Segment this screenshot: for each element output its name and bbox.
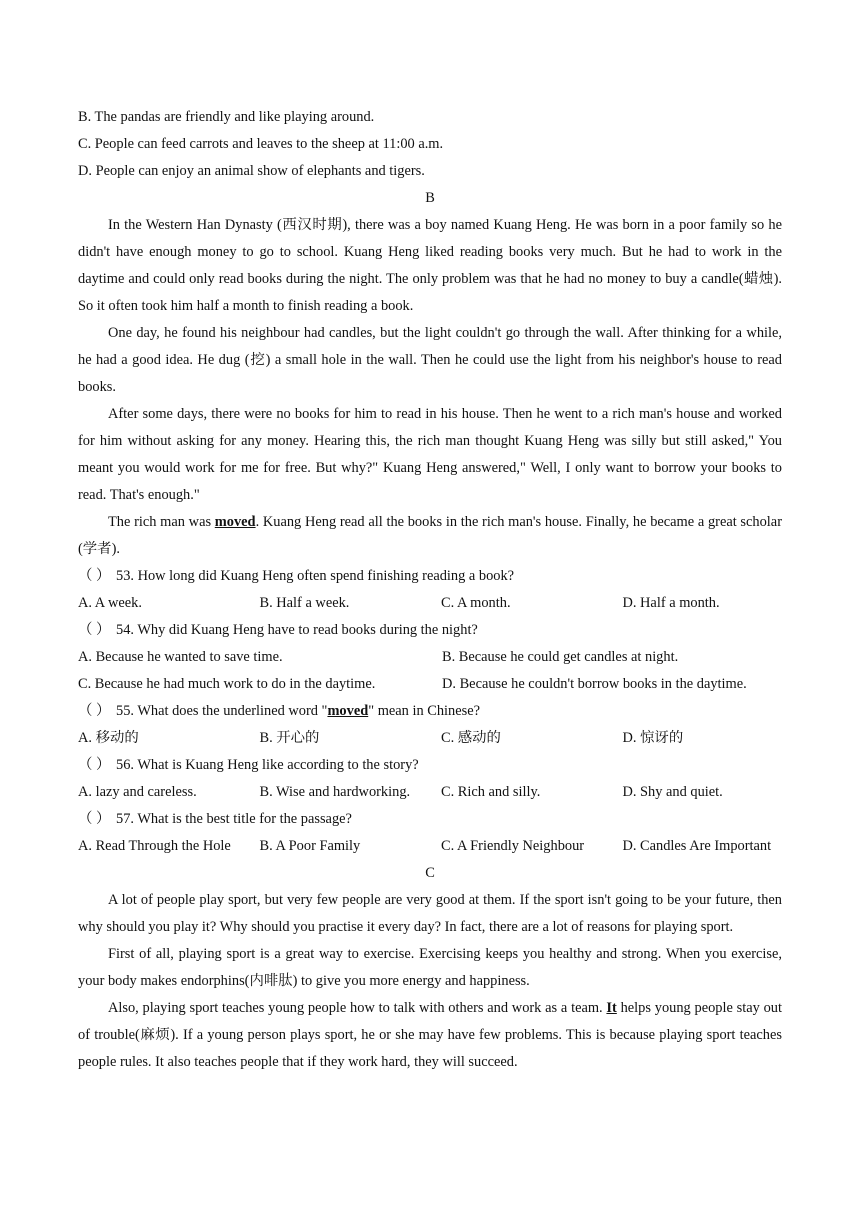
question-57	[78, 806, 782, 833]
answer-blank[interactable]: （ ）	[78, 703, 111, 719]
option-line: B. The pandas are friendly and like playing around.	[78, 109, 375, 125]
answer-blank[interactable]: （ ）	[78, 622, 111, 638]
option-b: B. Half a week.	[259, 595, 350, 611]
option-b: B. A Poor Family	[259, 838, 361, 854]
passage-paragraph	[78, 995, 782, 1076]
question-text: " mean in Chinese?	[368, 703, 480, 719]
option-b: B. Because he could get candles at night.	[442, 649, 679, 665]
document-content	[78, 104, 782, 1076]
option-c: C. Rich and silly.	[440, 784, 541, 800]
question-text: 56. What is Kuang Heng like according to the story?	[116, 757, 419, 773]
passage-paragraph	[78, 509, 782, 563]
options-53	[78, 590, 782, 617]
passage-paragraph: After some days, there were no books for him to read in his house. Then he went to a rich man's house and worked for him without asking for any money. Hearing this, the rich man thought Kuang Heng was silly but still asked," You meant you would work for me for free. But why?" Kuang Heng answered," Well, I only want to borrow your books to read. That's enough."	[78, 406, 782, 503]
answer-blank[interactable]: （ ）	[78, 568, 111, 584]
question-text: 55. What does the underlined word "	[116, 703, 328, 719]
options-56	[78, 779, 782, 806]
option-line: D. People can enjoy an animal show of elephants and tigers.	[78, 163, 425, 179]
section-heading-c: C	[425, 865, 435, 881]
option-c: C. Because he had much work to do in the daytime.	[78, 676, 376, 692]
option-b: B. 开心的	[259, 730, 320, 746]
question-text: 53. How long did Kuang Heng often spend finishing reading a book?	[116, 568, 515, 584]
text-run: The rich man was	[108, 514, 215, 530]
question-56	[78, 752, 782, 779]
text-run: helps young people stay out of trouble(麻烦). If a young person plays sport, he or she may have few problems. This is because playing sport teaches people rules. It also teaches people that if they work hard, they will succeed.	[78, 1000, 782, 1070]
passage-paragraph: In the Western Han Dynasty (西汉时期), there was a boy named Kuang Heng. He was born in a poor family so he didn't have enough money to go to school. Kuang Heng liked reading books very much. But he had to work in the daytime and could only read books during the night. The only problem was that he had no money to buy a candle(蜡烛). So it often took him half a month to finish reading a book.	[78, 217, 782, 314]
question-text: 57. What is the best title for the passage?	[116, 811, 352, 827]
question-54	[78, 617, 782, 644]
question-text: 54. Why did Kuang Heng have to read books during the night?	[116, 622, 478, 638]
options-54-row1	[78, 644, 782, 671]
answer-blank[interactable]: （ ）	[78, 757, 111, 773]
option-line: C. People can feed carrots and leaves to the sheep at 11:00 a.m.	[78, 136, 444, 152]
options-55	[78, 725, 782, 752]
text-run: . Kuang Heng read all the books in the rich man's house. Finally, he became a great scholar (学者).	[78, 514, 782, 557]
passage-paragraph: First of all, playing sport is a great way to exercise. Exercising keeps you healthy and strong. When you exercise, your body makes endorphins(内啡肽) to give you more energy and happiness.	[78, 946, 782, 989]
question-55	[78, 698, 782, 725]
option-a: A. lazy and careless.	[78, 784, 197, 800]
option-d: D. 惊讶的	[622, 730, 684, 746]
option-d: D. Shy and quiet.	[622, 784, 723, 800]
option-d: D. Because he couldn't borrow books in the daytime.	[442, 676, 747, 692]
option-c: C. 感动的	[440, 730, 501, 746]
option-a: A. Because he wanted to save time.	[78, 649, 283, 665]
section-heading-b: B	[425, 190, 435, 206]
option-a: A. A week.	[78, 595, 142, 611]
text-run: Also, playing sport teaches young people how to talk with others and work as a team.	[108, 1000, 607, 1016]
option-c: C. A month.	[440, 595, 511, 611]
option-d: D. Half a month.	[622, 595, 720, 611]
option-a: A. Read Through the Hole	[78, 838, 231, 854]
option-d: D. Candles Are Important	[622, 838, 772, 854]
option-b: B. Wise and hardworking.	[259, 784, 411, 800]
answer-blank[interactable]: （ ）	[78, 811, 111, 827]
passage-paragraph: One day, he found his neighbour had candles, but the light couldn't go through the wall. After thinking for a while, he had a good idea. He dug (挖) a small hole in the wall. Then he could use the light from his neighbor's house to read books.	[78, 325, 782, 395]
option-c: C. A Friendly Neighbour	[440, 838, 585, 854]
passage-paragraph: A lot of people play sport, but very few people are very good at them. If the sport isn't going to be your future, then why should you play it? Why should you practise it every day? In fact, there are a lot of reasons for playing sport.	[78, 892, 782, 935]
option-a: A. 移动的	[78, 730, 139, 746]
options-57	[78, 833, 782, 860]
underlined-word: It	[606, 1000, 617, 1016]
underlined-word: moved	[327, 703, 369, 719]
options-54-row2	[78, 671, 782, 698]
underlined-word: moved	[214, 514, 256, 530]
question-53	[78, 563, 782, 590]
